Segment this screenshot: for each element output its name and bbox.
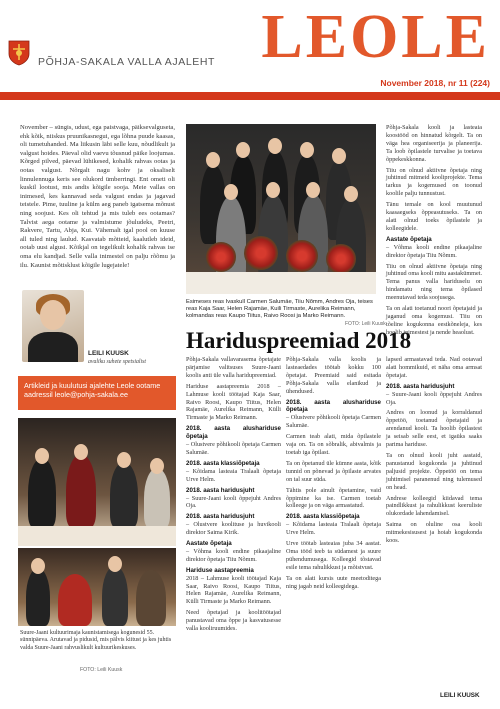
article-paragraph: Saima on oluline osa kooli mitmekesisusest ja hoiab kogukonda koos. (386, 521, 482, 545)
article-paragraph: – Suure-Jaani kooli õppejuht Andres Oja. (386, 390, 482, 406)
article-subheading: 2018. aasta alushariduse õpetaja (286, 398, 381, 414)
article-subheading: 2018. aasta haridusjuht (186, 486, 255, 494)
article-paragraph: lapsed armastavad teda. Nad ootavad alati hommikuid, et näha oma armsat õpetajat. (386, 356, 482, 379)
editorial-signature-role: avaliku suhete spetsialist (88, 359, 146, 365)
article-paragraph: – Kõidama lasteaia Tralaali õpetaja Urve Helm. (286, 521, 381, 537)
newspaper-subtitle: PÕHJA-SAKALA VALLA AJALEHT (38, 56, 216, 68)
article-paragraph: Põhja-Sakala valla koolis ja lasteaedades töötab kokku 100 õpetajat. Preemiaid said esitada Põhja-Sakala valla elanikud ja ühendused. (286, 356, 381, 395)
article-paragraph: – Olustvere põhikooli õpetaja Carmen Salumäe. (286, 414, 381, 430)
article-signature: LEILI KUUSK (440, 692, 480, 699)
article-paragraph: Põhja-Sakala kooli ja lasteaia koostööd on hinnatud kõrgelt. Ta on väga hea organiseerija ja planeerija. Ta loob õpilastele turvalise ja toetava õppekeskkonna. (386, 124, 482, 163)
article-paragraph: Tähtis pole ainult õpetamine, vaid õppimine ka ise. Carmen toetab kolleege ja on väga armastatud. (286, 486, 381, 510)
newspaper-logo: LEOLE (261, 3, 490, 71)
article-paragraph: Urve töötab lasteaias juba 34 aastat. Oma tööd teeb ta südamest ja suure pühendumusega. Kolleegid tõstavad esile tema rahulikkust ja mõistvust. (286, 540, 381, 571)
article-paragraph: Hariduse aastapreemia 2018 – Lahmuse kooli töötajad Kaja Saar, Raivo Roosi, Kaupo Tiitus, Helen Rajamäe, Aurelika Reimann, Külli Tirmaste ja Marko Reimann. (186, 382, 281, 422)
article-paragraph: Ta on õpetanud üle kümne aasta, kõik tunnid on põnevad ja õpilaste arvates on tal suur süda. (286, 459, 381, 483)
award-winners-photo (186, 124, 376, 294)
article-paragraph: Need õpetajad ja koolitöötajad panustavad oma õppe ja kasvatusesse valla kooliruumides. (186, 609, 281, 633)
article-paragraph: Andrese kolleegid kiidavad tema paindlikkust ja rahulikkust keeruliste olukordade lahendamisel. (386, 494, 482, 518)
editorial-signature: LEILI KUUSK (88, 350, 129, 357)
parish-crest-icon (8, 40, 30, 66)
article-headline: Hariduspreemiad 2018 (186, 328, 412, 353)
editorial-text: November – süngis, udust, ega paistvaga, päiksevalguseta, ehk kõik, niiskus pruunikasnegui, ega lõhna puude kaasas, oli tumetuhanded. Ma liikusin läbi selle kuu, nõudlikult ja valgust hoides. Päeval olid vaevu tõusnud päike loojumas. Kõrged pilved, päevad lühikesed, kohalik rahvas ootas ja ootas valgust. Nõrgalt nagu kohv ja oksaliselt linnulennuga keris see olukord ümberringi. Ent ometi oli kuskil lootust, mis andis kõigile sooja. Meie vallas on inimesed, kes kannavad seda valgust endas ja jagavad teistele. Pime, tuuline ja külm aeg paneb igatsema mõnust ning soojust. Kes oli tehtud ja mis tuleb ees ootamas? Talvist aega ootame ja valmistume jõuludeks, Peetri, Rakvere, Tartu, Abja, Kui. Vähemalt igal pool on kuuse all tuled ning laulud. Kasvatab mõtteid, kaalutleb ideid, ootab uusi algusi. Kõikjal on tegelikult kohalik rahvas ise oma elu kandjad. Selle valla inimestel on palju rõõmu ja ilu. Kaunist mõtisklust kõigile lugejatele! (20, 124, 175, 269)
article-paragraph: – Olustvere koolituse ja huvikooli direktor Saima Kirik. (186, 521, 281, 537)
article-subheading: 2018. aasta klassiõpetaja (286, 513, 360, 521)
article-column-2 (286, 356, 381, 593)
article-paragraph: – Võhma kooli endine pikaajaline direktor õpetaja Tiiu Nõmm. (386, 243, 482, 259)
article-paragraph: Ta on alati kursis uute meetoditega ning jagab neid kolleegidega. (286, 574, 381, 590)
article-paragraph: – Võhma kooli endine pikaajaline direktor õpetaja Tiiu Nõmm. (186, 547, 281, 563)
article-paragraph: Põhja-Sakala vallavarasema õpetajate pärjamise valitsuses Suure-Jaani koolis anti üle valla haridupreemiad. (186, 356, 281, 379)
award-photo-credit: FOTO: Leili Kuusk (345, 321, 386, 327)
article-column-1 (186, 356, 281, 636)
article-paragraph: Ta on alati toetanud noori õpetajaid ja jaganud oma kogemusi. Tiiu on tõeline kogukonna eestkõneleja, kes hoolib inimestest ja nende heaolust. (386, 305, 482, 336)
article-paragraph: – Suure-Jaani kooli õppejuht Andres Oja. (186, 494, 281, 510)
article-paragraph: Andres on loonud ja korraldanud õppetöö, toetanud õpetajaid ja arendanud kooli. Ta hoolib õpilastest ja seisab selle eest, et igaüks saaks parima hariduse. (386, 409, 482, 449)
article-subheading: 2018. aasta haridusjuht (386, 382, 455, 390)
gallery-photo (18, 548, 176, 626)
article-paragraph: Tiiu on olnud aktiivne õpetaja ning juhtinud oma kooli mitu aastakümmet. Tema panus valla hariduselu on hindamatu ning tema õpilased meenutavad teda soojusega. (386, 262, 482, 302)
article-paragraph: Ta on olnud kooli juht aastaid, panustanud kogukonda ja juhtinud paljusid projekte. Õppetöö on tema juhtimisel paranenud ning tulemused on head. (386, 451, 482, 491)
event-photo (18, 418, 176, 546)
article-paragraph: Tiiu on olnud aktiivne õpetaja ning juhtinud mitmeid kooliprojekte. Tema tarkus ja kogemused on toonud koolile palju tunnustust. (386, 166, 482, 198)
article-paragraph: – Olustvere põhikooli õpetaja Carmen Salumäe. (186, 441, 281, 456)
article-paragraph: Carmen teab alati, mida õpilastele vaja on. Ta on sõbralik, abivalmis ja toetab iga õpilast. (286, 433, 381, 456)
award-photo-caption: Esimeses reas Ivaskull Carmen Salumäe, Tiiu Nõmm, Andres Oja, teises reas Kaja Saar, Helen Rajamäe, Kuili Tirmaste, Aurelika Reimann, kolmandas reas Kaupo Tiitus, Raivo Roosi ja Marko Reimann. (186, 299, 373, 320)
article-column-3 (386, 356, 482, 548)
article-paragraph: Tänu temale on kool muutunud kaasaegseks õppeasutuseks. Ta on alati olnud toeks õpilastele ja kolleegidele. (386, 201, 482, 232)
issue-number: November 2018, nr 11 (224) (380, 78, 490, 88)
event-photo-credit: FOTO: Leili Kuusk (80, 667, 123, 673)
masthead-rule (0, 92, 500, 100)
event-photo-caption: Suure-Jaani kultuurimaja kaunistamisega kogunesid 55. sünnipäeva. Arutavad ja pidusid, mis pälvis kiitust ja kes juhtis valda Suure-Jaani rahvuslikult kultuurikeskuses. (20, 630, 172, 651)
article-paragraph: 2018 – Lahmuse kooli töötajad Kaja Saar, Raivo Roosi, Kaupo Tiitus, Helen Rajamäe, Aurelika Reimann, Külli Tirmaste ja Marko Reimann. (186, 574, 281, 606)
article-subheading: Hariduse aastapreemia (186, 566, 254, 574)
article-subheading: Aastate õpetaja (186, 540, 232, 548)
article-column-4 (386, 124, 482, 340)
article-subheading: 2018. aasta alushariduse õpetaja (186, 425, 281, 441)
author-photo (22, 290, 84, 362)
submissions-banner: Artikleid ja kuulutusi ajalehte Leole ootame aadressil leole@pohja-sakala.ee (18, 376, 176, 410)
article-subheading: 2018. aasta haridusjuht (186, 513, 255, 521)
article-paragraph: – Kõidama lasteaia Tralaali õpetaja Urve Helm. (186, 467, 281, 483)
masthead (0, 0, 500, 93)
article-subheading: 2018. aasta klassiõpetaja (186, 459, 260, 467)
article-subheading: Aastate õpetaja (386, 235, 432, 243)
